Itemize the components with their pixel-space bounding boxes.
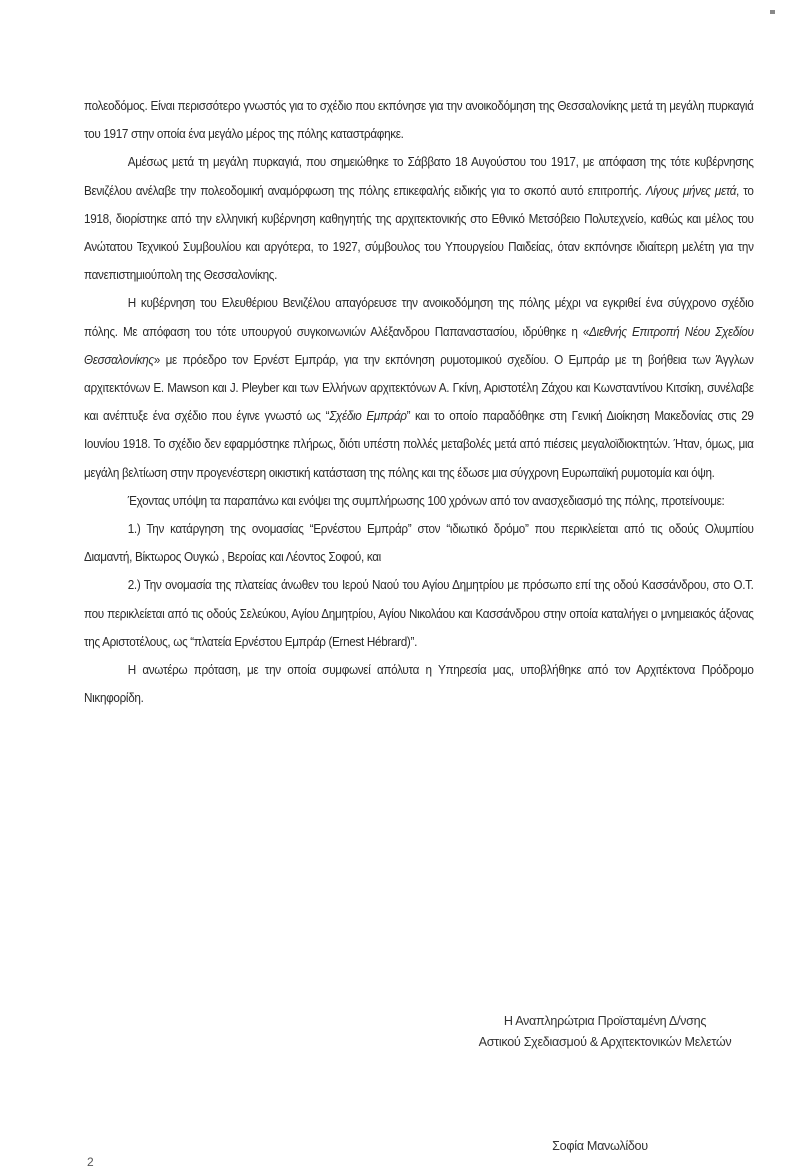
paragraph-p5 <box>84 515 754 571</box>
text-segment: 2.) Την ονομασία της πλατείας άνωθεν του Ιερού Ναού του Αγίου Δημητρίου με πρόσωπο επί της οδού Κασσάνδρου, στο Ο.Τ. που περικλείεται από τις οδούς Σελεύκου, Αγίου Δημητρίου, Αγίου Νικολάου και Κασσάνδρου στην οποία καταλήγει ο μνημειακός άξονας της Αριστοτέλους, ως “πλατεία Ερνέστου Εμπράρ (Ernest Hébrard)”. <box>84 578 754 649</box>
text-segment: Διεθνής Επιτροπή Νέου Σχεδίου Θεσσαλονίκης <box>84 324 754 367</box>
text-segment: ” και το οποίο παραδόθηκε στη Γενική Διοίκηση Μακεδονίας στις 29 Ιουνίου 1918. Το σχέδιο δεν εφαρμόστηκε πλήρως, διότι υπέστη πολλές μεταβολές μετά από πιέσεις μεγαλοϊδιοκτητών. Ήταν, όμως, μια μεγάλη βελτίωση στην προγενέστερη οικιστική κατάσταση της πόλης και της έδωσε μια σύγχρονη Ευρωπαϊκή ρυμοτομία και όψη. <box>84 409 754 480</box>
text-segment: Η ανωτέρω πρόταση, με την οποία συμφωνεί απόλυτα η Υπηρεσία μας, υποβλήθηκε από τον Αρχιτέκτονα Πρόδρομο Νικηφορίδη. <box>84 663 754 706</box>
text-segment: » με πρόεδρο τον Ερνέστ Εμπράρ, για την εκπόνηση ρυμοτομικού σχεδίου. Ο Εμπράρ με τη βοήθεια των Άγγλων αρχιτεκτόνων E. Mawson και J. Pleyber και των Ελλήνων αρχιτεκτόνων Α. Γκίνη, Αριστοτέλη Ζάχου και Κωνσταντίνου Κιτσίκη, συνέλαβε και ανέπτυξε ένα σχέδιο που έγινε γνωστό ως “ <box>84 352 754 424</box>
text-segment: Λίγους μήνες μετά <box>645 183 737 198</box>
document-body <box>84 92 754 712</box>
signature-title-line2: Αστικού Σχεδιασμού & Αρχιτεκτονικών Μελετών <box>478 1035 732 1049</box>
text-segment: Σχέδιο Εμπράρ <box>329 409 407 424</box>
paragraph-p6 <box>84 571 754 656</box>
paragraph-p2 <box>84 148 754 289</box>
paragraph-p3 <box>84 289 754 486</box>
text-segment: πολεοδόμος. Είναι περισσότερο γνωστός για το σχέδιο που εκπόνησε για την ανοικοδόμηση της Θεσσαλονίκης μετά τη μεγάλη πυρκαγιά του 1917 στην οποία ένα μεγάλο μέρος της πόλης καταστράφηκε. <box>84 99 754 142</box>
text-segment: Αμέσως μετά τη μεγάλη πυρκαγιά, που σημειώθηκε το Σάββατο 18 Αυγούστου του 1917, με απόφαση της τότε κυβέρνησης Βενιζέλου ανέλαβε την πολεοδομική αναμόρφωση της πόλης επικεφαλής ειδικής για το σκοπό αυτό επιτροπής. <box>84 155 754 198</box>
text-segment: 1.) Την κατάργηση της ονομασίας “Ερνέστου Εμπράρ” στον “ιδιωτικό δρόμο” που περικλείεται από τις οδούς Ολυμπίου Διαμαντή, Βίκτωρος Ουγκώ , Βεροίας και Λέοντος Σοφού, και <box>84 522 754 565</box>
signature-title-line1: Η Αναπληρώτρια Προϊσταμένη Δ/νσης <box>503 1014 707 1028</box>
paragraph-p1 <box>84 92 754 148</box>
signature-block <box>455 1011 755 1053</box>
paragraph-p7 <box>84 656 754 712</box>
scan-artifact-mark <box>770 10 775 14</box>
page-number: 2 <box>87 1155 94 1169</box>
paragraph-p4 <box>84 487 754 515</box>
text-segment: Έχοντας υπόψη τα παραπάνω και ενόψει της συμπλήρωσης 100 χρόνων από τον ανασχεδιασμό της πόλης, προτείνουμε: <box>127 493 725 508</box>
text-segment: , το 1918, διορίστηκε από την ελληνική κυβέρνηση καθηγητής της αρχιτεκτονικής στο Εθνικό Μετσόβειο Πολυτεχνείο, καθώς και μέλος του Ανώτατου Τεχνικού Συμβουλίου και αργότερα, το 1927, σύμβουλος του Υπουργείου Παιδείας, όταν εκπόνησε ιδιαίτερη μελέτη για την πανεπιστημιούπολη της Θεσσαλονίκης. <box>84 183 754 283</box>
text-segment: Η κυβέρνηση του Ελευθέριου Βενιζέλου απαγόρευσε την ανοικοδόμηση της πόλης μέχρι να εγκριθεί ένα σύγχρονο σχέδιο πόλης. Με απόφαση του τότε υπουργού συγκοινωνιών Αλέξανδρου Παπαναστασίου, ιδρύθηκε η « <box>84 296 754 339</box>
signatory-name: Σοφία Μανωλίδου <box>552 1139 648 1153</box>
